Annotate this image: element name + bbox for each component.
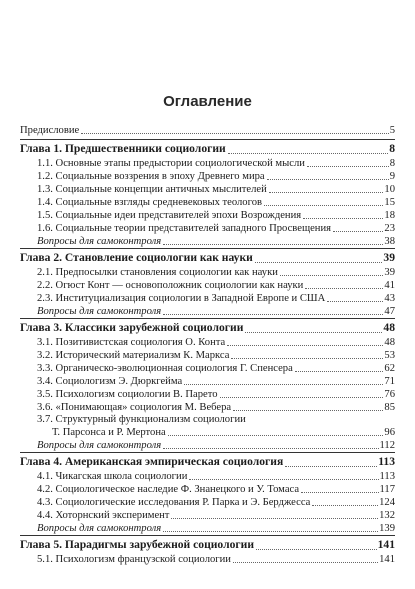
toc-section: [20, 483, 395, 496]
toc-entry-label: 4.3. Социологические исследования Р. Парка и Э. Берджесса: [37, 497, 311, 508]
toc-page-number: 38: [384, 236, 395, 247]
toc-page-number: 8: [389, 142, 395, 155]
toc-section: [20, 509, 395, 522]
toc-section: [20, 375, 395, 388]
toc-page-number: 43: [384, 293, 395, 304]
toc-entry-label: 4.1. Чикагская школа социологии: [37, 471, 188, 482]
toc-entry-label: Глава 1. Предшественники социологии: [20, 142, 226, 155]
toc-section: [20, 157, 395, 170]
toc-page-number: 47: [384, 306, 395, 317]
toc-section: [20, 209, 395, 222]
toc-entry-label: Вопросы для самоконтроля: [37, 306, 162, 317]
table-of-contents: [20, 124, 395, 566]
toc-page-number: 71: [384, 376, 395, 387]
toc-entry-label: Глава 5. Парадигмы зарубежной социологии: [20, 538, 255, 551]
toc-section: [20, 388, 395, 401]
toc-page-number: 112: [379, 440, 395, 451]
toc-section: [20, 196, 395, 209]
dot-leader: [307, 166, 389, 167]
toc-entry-label: 1.5. Социальные идеи представителей эпохи Возрождения: [37, 210, 302, 221]
toc-entry-label: 3.6. «Понимающая» социология М. Вебера: [37, 402, 232, 413]
dot-leader: [269, 192, 384, 193]
toc-section: [20, 279, 395, 292]
bleed-through-line: [32, 13, 92, 22]
toc-section: [20, 362, 395, 375]
toc-section: [20, 336, 395, 349]
toc-preface: [20, 124, 395, 137]
toc-entry-label: Глава 3. Классики зарубежной социологии: [20, 321, 244, 334]
toc-page-number: 15: [384, 197, 395, 208]
bleed-through-line: [32, 40, 92, 49]
toc-entry-label: Глава 2. Становление социологии как науки: [20, 251, 253, 264]
dot-leader: [220, 397, 384, 398]
toc-entry-label: Предисловие: [20, 125, 80, 136]
toc-page-number: 141: [377, 538, 395, 551]
toc-section: [20, 183, 395, 196]
toc-questions: [20, 522, 395, 535]
dot-leader: [295, 371, 384, 372]
toc-page-number: 9: [389, 171, 395, 182]
toc-entry-label: 3.3. Органическо-эволюционная социология Г. Спенсера: [37, 363, 293, 374]
toc-page-number: 5: [389, 125, 395, 136]
dot-leader: [303, 218, 383, 219]
toc-entry-label: 3.5. Психологизм социологии В. Парето: [37, 389, 218, 400]
toc-questions: [20, 439, 395, 452]
toc-entry-label: 1.6. Социальные теории представителей западного Просвещения: [37, 223, 332, 234]
toc-entry-label: 4.2. Социологическое наследие Ф. Знанецкого и У. Томаса: [37, 484, 300, 495]
toc-entry-label: Глава 4. Американская эмпирическая социология: [20, 455, 284, 468]
toc-entry-label: 2.2. Огюст Конт — основоположник социологии как науки: [37, 280, 304, 291]
toc-entry-label: Вопросы для самоконтроля: [37, 440, 162, 451]
dot-leader: [256, 549, 377, 550]
toc-page-number: 113: [379, 471, 395, 482]
toc-entry-label: Вопросы для самоконтроля: [37, 236, 162, 247]
dot-leader: [168, 435, 384, 436]
bleed-through-line: [32, 22, 92, 31]
dot-leader: [280, 275, 383, 276]
dot-leader: [305, 288, 383, 289]
dot-leader: [189, 479, 378, 480]
toc-page-number: 76: [384, 389, 395, 400]
toc-entry-label: 5.1. Психологизм французской социологии: [37, 554, 231, 565]
dot-leader: [233, 410, 383, 411]
toc-page-number: 96: [384, 427, 395, 438]
dot-leader: [267, 179, 389, 180]
toc-chapter: [20, 535, 395, 553]
toc-entry-label: 1.2. Социальные воззрения в эпоху Древнего мира: [37, 171, 265, 182]
toc-section: [20, 414, 395, 426]
dot-leader: [312, 505, 378, 506]
toc-page-number: 39: [383, 251, 395, 264]
dot-leader: [301, 492, 378, 493]
toc-page-number: 39: [384, 267, 395, 278]
toc-entry-label: 3.4. Социологизм Э. Дюркгейма: [37, 376, 183, 387]
bleed-through-line: [32, 58, 92, 67]
toc-page-number: 53: [384, 350, 395, 361]
toc-entry-label: 3.1. Позитивистская социология О. Конта: [37, 337, 226, 348]
toc-page-number: 41: [384, 280, 395, 291]
toc-entry-label: 3.2. Исторический материализм К. Маркса: [37, 350, 230, 361]
dot-leader: [285, 466, 377, 467]
toc-page-number: 85: [384, 402, 395, 413]
toc-entry-label: 3.7. Структурный функционализм социологии: [37, 414, 246, 425]
toc-page-number: 132: [379, 510, 395, 521]
dot-leader: [255, 262, 383, 263]
toc-entry-label: 4.4. Хоторнский эксперимент: [37, 510, 170, 521]
toc-chapter: [20, 139, 395, 157]
bleed-through-line: [32, 4, 92, 13]
toc-page-number: 62: [384, 363, 395, 374]
toc-entry-label: Т. Парсонса и Р. Мертона: [52, 427, 166, 438]
toc-chapter: [20, 318, 395, 336]
toc-section-continuation: [20, 426, 395, 439]
dot-leader: [227, 345, 383, 346]
toc-page-number: 23: [384, 223, 395, 234]
toc-section: [20, 170, 395, 183]
bleed-through-line: [32, 49, 92, 58]
toc-entry-label: 2.3. Институциализация социологии в Западной Европе и США: [37, 293, 326, 304]
toc-page-number: 113: [378, 455, 395, 468]
dot-leader: [171, 518, 378, 519]
dot-leader: [233, 562, 378, 563]
dot-leader: [245, 332, 382, 333]
toc-entry-label: Вопросы для самоконтроля: [37, 523, 162, 534]
toc-questions: [20, 235, 395, 248]
toc-page-number: 48: [383, 321, 395, 334]
toc-section: [20, 349, 395, 362]
toc-page-number: 8: [389, 158, 395, 169]
toc-page-number: 139: [379, 523, 395, 534]
toc-page-number: 124: [379, 497, 395, 508]
toc-section: [20, 266, 395, 279]
dot-leader: [81, 133, 388, 134]
dot-leader: [264, 205, 383, 206]
toc-questions: [20, 305, 395, 318]
page-title: Оглавление: [163, 93, 252, 110]
dot-leader: [231, 358, 383, 359]
toc-entry-label: 1.1. Основные этапы предыстории социологической мысли: [37, 158, 305, 169]
toc-page-number: 141: [379, 554, 395, 565]
toc-page-number: 117: [379, 484, 395, 495]
toc-section: [20, 496, 395, 509]
dot-leader: [228, 153, 388, 154]
toc-chapter: [20, 452, 395, 470]
toc-section: [20, 553, 395, 566]
bleed-through-line: [32, 76, 92, 85]
toc-page-number: 18: [384, 210, 395, 221]
toc-entry-label: 1.3. Социальные концепции античных мыслителей: [37, 184, 267, 195]
bleed-through-line: [32, 67, 92, 76]
dot-leader: [163, 244, 383, 245]
toc-chapter: [20, 248, 395, 266]
toc-section: [20, 222, 395, 235]
dot-leader: [333, 231, 383, 232]
toc-section: [20, 401, 395, 414]
toc-entry-label: 1.4. Социальные взгляды средневековых теологов: [37, 197, 262, 208]
toc-section: [20, 470, 395, 483]
bleed-through-line: [32, 31, 92, 40]
dot-leader: [184, 384, 383, 385]
bleed-through-text: [32, 4, 92, 85]
toc-page-number: 10: [384, 184, 395, 195]
dot-leader: [327, 301, 383, 302]
dot-leader: [163, 531, 378, 532]
toc-entry-label: 2.1. Предпосылки становления социологии как науки: [37, 267, 278, 278]
toc-page-number: 48: [384, 337, 395, 348]
dot-leader: [163, 314, 383, 315]
toc-section: [20, 292, 395, 305]
dot-leader: [163, 448, 378, 449]
